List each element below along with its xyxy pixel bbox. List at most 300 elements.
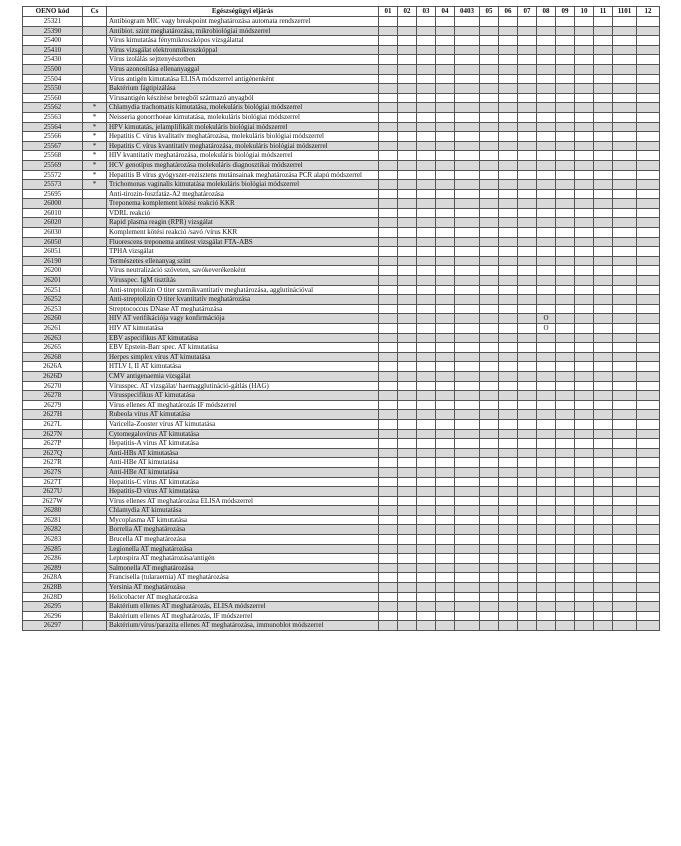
- table-row: [23, 64, 660, 74]
- procedure-code-cell: 26296: [23, 611, 83, 621]
- specialty-flag-cell: [594, 583, 613, 593]
- specialty-flag-cell: [455, 218, 480, 228]
- specialty-flag-cell: [417, 74, 436, 84]
- specialty-flag-cell: [556, 611, 575, 621]
- specialty-flag-cell: [379, 554, 398, 564]
- procedure-name-cell: Helicobacter AT meghatározása: [107, 592, 379, 602]
- specialty-flag-cell: [556, 362, 575, 372]
- specialty-flag-cell: [379, 314, 398, 324]
- cs-marker-cell: [83, 247, 107, 257]
- specialty-flag-cell: [575, 45, 594, 55]
- specialty-flag-cell: [518, 285, 537, 295]
- specialty-flag-cell: [379, 506, 398, 516]
- specialty-flag-cell: [637, 563, 660, 573]
- specialty-flag-cell: [537, 554, 556, 564]
- cs-marker-cell: [83, 448, 107, 458]
- table-row: [23, 429, 660, 439]
- specialty-flag-cell: [556, 93, 575, 103]
- specialty-flag-cell: [398, 295, 417, 305]
- specialty-flag-cell: [556, 333, 575, 343]
- specialty-flag-cell: [398, 487, 417, 497]
- specialty-flag-cell: [613, 439, 637, 449]
- specialty-flag-cell: [518, 141, 537, 151]
- specialty-flag-cell: [499, 419, 518, 429]
- specialty-flag-cell: [398, 228, 417, 238]
- specialty-flag-cell: [613, 592, 637, 602]
- specialty-flag-cell: [594, 400, 613, 410]
- specialty-flag-cell: [537, 74, 556, 84]
- specialty-flag-cell: [594, 525, 613, 535]
- specialty-flag-cell: [575, 295, 594, 305]
- specialty-flag-cell: [436, 381, 455, 391]
- specialty-flag-cell: [556, 180, 575, 190]
- specialty-flag-cell: [480, 285, 499, 295]
- specialty-flag-cell: [594, 429, 613, 439]
- specialty-flag-cell: [499, 55, 518, 65]
- specialty-flag-cell: [637, 256, 660, 266]
- specialty-flag-cell: [613, 583, 637, 593]
- procedure-name-cell: Trichomonas vaginalis kimutatása molekuláris biológiai módszerrel: [107, 180, 379, 190]
- specialty-flag-cell: [398, 573, 417, 583]
- procedure-code-cell: 2627H: [23, 410, 83, 420]
- specialty-flag-cell: [480, 333, 499, 343]
- table-row: [23, 228, 660, 238]
- specialty-flag-cell: [556, 583, 575, 593]
- procedure-name-cell: Anti-streptolizin O titer kvantitatív meghatározása: [107, 295, 379, 305]
- specialty-flag-cell: [613, 419, 637, 429]
- specialty-flag-cell: [637, 26, 660, 36]
- specialty-flag-cell: [417, 496, 436, 506]
- specialty-flag-cell: [594, 160, 613, 170]
- specialty-flag-cell: [613, 132, 637, 142]
- specialty-flag-cell: [613, 180, 637, 190]
- specialty-flag-cell: [556, 256, 575, 266]
- specialty-flag-cell: [575, 199, 594, 209]
- specialty-flag-cell: [537, 343, 556, 353]
- table-row: [23, 199, 660, 209]
- specialty-flag-cell: [499, 410, 518, 420]
- table-row: [23, 544, 660, 554]
- procedure-code-cell: 26280: [23, 506, 83, 516]
- table-row: [23, 448, 660, 458]
- cs-marker-cell: [83, 199, 107, 209]
- specialty-flag-cell: [613, 256, 637, 266]
- procedure-code-cell: 26252: [23, 295, 83, 305]
- specialty-flag-cell: [455, 592, 480, 602]
- cs-marker-cell: [83, 276, 107, 286]
- column-header: 11: [594, 7, 613, 17]
- specialty-flag-cell: [436, 199, 455, 209]
- specialty-flag-cell: [637, 141, 660, 151]
- specialty-flag-cell: [379, 189, 398, 199]
- cs-marker-cell: [83, 496, 107, 506]
- specialty-flag-cell: [398, 496, 417, 506]
- cs-marker-cell: [83, 544, 107, 554]
- procedure-code-cell: 25321: [23, 17, 83, 27]
- cs-marker-cell: [83, 371, 107, 381]
- specialty-flag-cell: [499, 611, 518, 621]
- specialty-flag-cell: [499, 74, 518, 84]
- specialty-flag-cell: [594, 74, 613, 84]
- procedure-name-cell: Legionella AT meghatározása: [107, 544, 379, 554]
- cs-marker-cell: *: [83, 170, 107, 180]
- specialty-flag-cell: [436, 84, 455, 94]
- specialty-flag-cell: [594, 122, 613, 132]
- cs-marker-cell: [83, 477, 107, 487]
- specialty-flag-cell: [480, 563, 499, 573]
- specialty-flag-cell: [417, 151, 436, 161]
- cs-marker-cell: [83, 343, 107, 353]
- specialty-flag-cell: [537, 45, 556, 55]
- specialty-flag-cell: [556, 573, 575, 583]
- table-row: [23, 496, 660, 506]
- specialty-flag-cell: [398, 362, 417, 372]
- specialty-flag-cell: [379, 583, 398, 593]
- specialty-flag-cell: [480, 487, 499, 497]
- specialty-flag-cell: [455, 400, 480, 410]
- specialty-flag-cell: [455, 324, 480, 334]
- specialty-flag-cell: [637, 458, 660, 468]
- specialty-flag-cell: [637, 371, 660, 381]
- specialty-flag-cell: [436, 563, 455, 573]
- specialty-flag-cell: [455, 448, 480, 458]
- specialty-flag-cell: [518, 84, 537, 94]
- specialty-flag-cell: [398, 36, 417, 46]
- specialty-flag-cell: [556, 228, 575, 238]
- procedure-name-cell: Anti-HBe AT kimutatása: [107, 458, 379, 468]
- specialty-flag-cell: [575, 563, 594, 573]
- procedure-name-cell: Brucella AT meghatározása: [107, 535, 379, 545]
- specialty-flag-cell: [556, 141, 575, 151]
- specialty-flag-cell: [594, 381, 613, 391]
- procedure-code-cell: 2628A: [23, 573, 83, 583]
- cs-marker-cell: *: [83, 132, 107, 142]
- table-row: [23, 352, 660, 362]
- specialty-flag-cell: [379, 74, 398, 84]
- specialty-flag-cell: [398, 74, 417, 84]
- specialty-flag-cell: O: [537, 324, 556, 334]
- specialty-flag-cell: [575, 573, 594, 583]
- procedure-name-cell: Baktérium ellenes AT meghatározás, IF módszerrel: [107, 611, 379, 621]
- specialty-flag-cell: [537, 256, 556, 266]
- specialty-flag-cell: [537, 160, 556, 170]
- specialty-flag-cell: [518, 487, 537, 497]
- specialty-flag-cell: [398, 160, 417, 170]
- specialty-flag-cell: [518, 448, 537, 458]
- specialty-flag-cell: [436, 429, 455, 439]
- specialty-flag-cell: [518, 419, 537, 429]
- specialty-flag-cell: [436, 276, 455, 286]
- specialty-flag-cell: [594, 371, 613, 381]
- procedure-name-cell: Yersinia AT meghatározása: [107, 583, 379, 593]
- specialty-flag-cell: [379, 448, 398, 458]
- specialty-flag-cell: [398, 17, 417, 27]
- specialty-flag-cell: [417, 391, 436, 401]
- specialty-flag-cell: [637, 448, 660, 458]
- specialty-flag-cell: [637, 544, 660, 554]
- specialty-flag-cell: [556, 515, 575, 525]
- procedure-code-cell: 2627T: [23, 477, 83, 487]
- procedure-code-cell: 25430: [23, 55, 83, 65]
- specialty-flag-cell: [499, 563, 518, 573]
- specialty-flag-cell: [556, 218, 575, 228]
- procedure-code-cell: 26030: [23, 228, 83, 238]
- specialty-flag-cell: [480, 64, 499, 74]
- specialty-flag-cell: [417, 64, 436, 74]
- specialty-flag-cell: [499, 535, 518, 545]
- specialty-flag-cell: [455, 228, 480, 238]
- specialty-flag-cell: [518, 602, 537, 612]
- table-row: [23, 458, 660, 468]
- specialty-flag-cell: [499, 621, 518, 631]
- specialty-flag-cell: [575, 362, 594, 372]
- specialty-flag-cell: [575, 276, 594, 286]
- specialty-flag-cell: [455, 467, 480, 477]
- table-row: [23, 324, 660, 334]
- specialty-flag-cell: [537, 237, 556, 247]
- specialty-flag-cell: [556, 122, 575, 132]
- specialty-flag-cell: [613, 448, 637, 458]
- specialty-flag-cell: [556, 45, 575, 55]
- specialty-flag-cell: [556, 477, 575, 487]
- specialty-flag-cell: [480, 496, 499, 506]
- specialty-flag-cell: [455, 74, 480, 84]
- procedure-code-cell: 26282: [23, 525, 83, 535]
- specialty-flag-cell: [575, 237, 594, 247]
- specialty-flag-cell: [455, 256, 480, 266]
- cs-marker-cell: [83, 208, 107, 218]
- procedure-name-cell: Cytomegalovírus AT kimutatása: [107, 429, 379, 439]
- specialty-flag-cell: [556, 419, 575, 429]
- specialty-flag-cell: [594, 352, 613, 362]
- specialty-flag-cell: [417, 55, 436, 65]
- specialty-flag-cell: [613, 112, 637, 122]
- cs-marker-cell: [83, 573, 107, 583]
- procedure-name-cell: Hepatitis C vírus kvalitatív meghatározása, molekuláris biológiai módszerrel: [107, 132, 379, 142]
- specialty-flag-cell: [637, 36, 660, 46]
- procedure-name-cell: Anti-HBs AT kimutatása: [107, 448, 379, 458]
- table-row: [23, 362, 660, 372]
- column-header: 01: [379, 7, 398, 17]
- specialty-flag-cell: [398, 55, 417, 65]
- specialty-flag-cell: [436, 180, 455, 190]
- procedure-name-cell: Vírus azonosítása ellenanyaggal: [107, 64, 379, 74]
- specialty-flag-cell: [537, 381, 556, 391]
- procedure-name-cell: Leptospira AT meghatározása/antigén: [107, 554, 379, 564]
- specialty-flag-cell: [537, 448, 556, 458]
- specialty-flag-cell: [613, 410, 637, 420]
- specialty-flag-cell: [480, 525, 499, 535]
- specialty-flag-cell: [499, 525, 518, 535]
- specialty-flag-cell: [518, 112, 537, 122]
- specialty-flag-cell: [436, 93, 455, 103]
- specialty-flag-cell: [613, 103, 637, 113]
- specialty-flag-cell: [499, 467, 518, 477]
- procedure-name-cell: Neisseria gonorrhoeae kimutatása, molekuláris biológiai módszerrel: [107, 112, 379, 122]
- specialty-flag-cell: [637, 93, 660, 103]
- specialty-flag-cell: [379, 112, 398, 122]
- specialty-flag-cell: [637, 525, 660, 535]
- specialty-flag-cell: [455, 122, 480, 132]
- specialty-flag-cell: [436, 26, 455, 36]
- cs-marker-cell: [83, 333, 107, 343]
- specialty-flag-cell: [436, 477, 455, 487]
- procedure-name-cell: Baktérium/vírus/parazita ellenes AT meghatározása, immunoblot módszerrel: [107, 621, 379, 631]
- table-row: [23, 103, 660, 113]
- specialty-flag-cell: [398, 218, 417, 228]
- specialty-flag-cell: [398, 371, 417, 381]
- specialty-flag-cell: [455, 429, 480, 439]
- procedure-code-cell: 25500: [23, 64, 83, 74]
- cs-marker-cell: [83, 419, 107, 429]
- specialty-flag-cell: [499, 295, 518, 305]
- specialty-flag-cell: [499, 391, 518, 401]
- specialty-flag-cell: [499, 64, 518, 74]
- specialty-flag-cell: [499, 228, 518, 238]
- procedure-name-cell: Anti-streptolizin O titer szemikvantitatív meghatározása, agglutinációval: [107, 285, 379, 295]
- specialty-flag-cell: [398, 132, 417, 142]
- table-row: [23, 535, 660, 545]
- specialty-flag-cell: [398, 381, 417, 391]
- specialty-flag-cell: [455, 602, 480, 612]
- specialty-flag-cell: [637, 103, 660, 113]
- column-header: Egészségügyi eljárás: [107, 7, 379, 17]
- specialty-flag-cell: [398, 515, 417, 525]
- procedure-name-cell: Rapid plasma reagin (RPR) vizsgálat: [107, 218, 379, 228]
- specialty-flag-cell: [637, 199, 660, 209]
- procedure-name-cell: Hepatitis B vírus gyógyszer-rezisztens mutánsainak meghatározása PCR alapú módszerrel: [107, 170, 379, 180]
- specialty-flag-cell: [417, 160, 436, 170]
- specialty-flag-cell: [637, 477, 660, 487]
- specialty-flag-cell: [499, 151, 518, 161]
- specialty-flag-cell: [436, 74, 455, 84]
- specialty-flag-cell: [480, 26, 499, 36]
- specialty-flag-cell: [613, 400, 637, 410]
- column-header: 07: [518, 7, 537, 17]
- specialty-flag-cell: [637, 218, 660, 228]
- specialty-flag-cell: [379, 55, 398, 65]
- specialty-flag-cell: [436, 17, 455, 27]
- specialty-flag-cell: [436, 64, 455, 74]
- procedure-code-cell: 26279: [23, 400, 83, 410]
- specialty-flag-cell: [436, 467, 455, 477]
- specialty-flag-cell: [537, 583, 556, 593]
- specialty-flag-cell: [518, 333, 537, 343]
- table-row: [23, 45, 660, 55]
- specialty-flag-cell: [499, 458, 518, 468]
- procedure-code-cell: 2628D: [23, 592, 83, 602]
- cs-marker-cell: [83, 295, 107, 305]
- specialty-flag-cell: [480, 256, 499, 266]
- specialty-flag-cell: [455, 487, 480, 497]
- specialty-flag-cell: [613, 170, 637, 180]
- specialty-flag-cell: [613, 189, 637, 199]
- specialty-flag-cell: [379, 170, 398, 180]
- procedure-code-cell: 26261: [23, 324, 83, 334]
- specialty-flag-cell: [537, 64, 556, 74]
- specialty-flag-cell: [594, 180, 613, 190]
- procedure-table: [22, 6, 660, 631]
- specialty-flag-cell: [398, 112, 417, 122]
- cs-marker-cell: [83, 266, 107, 276]
- specialty-flag-cell: [575, 228, 594, 238]
- procedure-code-cell: 25567: [23, 141, 83, 151]
- specialty-flag-cell: [499, 208, 518, 218]
- specialty-flag-cell: [594, 228, 613, 238]
- specialty-flag-cell: [594, 64, 613, 74]
- specialty-flag-cell: [398, 352, 417, 362]
- specialty-flag-cell: [499, 573, 518, 583]
- specialty-flag-cell: [499, 199, 518, 209]
- specialty-flag-cell: [518, 276, 537, 286]
- specialty-flag-cell: [575, 36, 594, 46]
- specialty-flag-cell: [575, 324, 594, 334]
- specialty-flag-cell: [499, 103, 518, 113]
- specialty-flag-cell: [455, 362, 480, 372]
- specialty-flag-cell: [575, 535, 594, 545]
- specialty-flag-cell: [436, 228, 455, 238]
- specialty-flag-cell: [379, 343, 398, 353]
- specialty-flag-cell: [379, 352, 398, 362]
- column-header: 08: [537, 7, 556, 17]
- cs-marker-cell: [83, 525, 107, 535]
- specialty-flag-cell: [556, 410, 575, 420]
- specialty-flag-cell: [398, 170, 417, 180]
- specialty-flag-cell: [379, 228, 398, 238]
- specialty-flag-cell: [556, 324, 575, 334]
- specialty-flag-cell: [436, 352, 455, 362]
- specialty-flag-cell: [537, 112, 556, 122]
- specialty-flag-cell: [436, 419, 455, 429]
- specialty-flag-cell: [379, 410, 398, 420]
- specialty-flag-cell: [379, 324, 398, 334]
- column-header: OENO kód: [23, 7, 83, 17]
- specialty-flag-cell: [417, 36, 436, 46]
- specialty-flag-cell: [518, 237, 537, 247]
- specialty-flag-cell: [518, 583, 537, 593]
- specialty-flag-cell: [518, 122, 537, 132]
- cs-marker-cell: [83, 429, 107, 439]
- specialty-flag-cell: [613, 237, 637, 247]
- specialty-flag-cell: [379, 333, 398, 343]
- specialty-flag-cell: [594, 592, 613, 602]
- specialty-flag-cell: [575, 467, 594, 477]
- specialty-flag-cell: [398, 84, 417, 94]
- specialty-flag-cell: [637, 410, 660, 420]
- specialty-flag-cell: [417, 333, 436, 343]
- procedure-name-cell: Antibiogram MIC vagy breakpoint meghatározása automata rendszerrel: [107, 17, 379, 27]
- specialty-flag-cell: [398, 391, 417, 401]
- procedure-name-cell: Komplement kötési reakció /savó /vírus KKR: [107, 228, 379, 238]
- specialty-flag-cell: [518, 218, 537, 228]
- specialty-flag-cell: [613, 487, 637, 497]
- specialty-flag-cell: [594, 55, 613, 65]
- specialty-flag-cell: [398, 285, 417, 295]
- specialty-flag-cell: [594, 621, 613, 631]
- specialty-flag-cell: [637, 535, 660, 545]
- specialty-flag-cell: [594, 45, 613, 55]
- specialty-flag-cell: [417, 247, 436, 257]
- procedure-code-cell: 26020: [23, 218, 83, 228]
- specialty-flag-cell: [499, 496, 518, 506]
- specialty-flag-cell: [537, 573, 556, 583]
- procedure-name-cell: EBV aspecifikus AT kimutatása: [107, 333, 379, 343]
- column-header: Cs: [83, 7, 107, 17]
- specialty-flag-cell: [480, 36, 499, 46]
- specialty-flag-cell: [398, 611, 417, 621]
- specialty-flag-cell: [613, 93, 637, 103]
- specialty-flag-cell: [613, 45, 637, 55]
